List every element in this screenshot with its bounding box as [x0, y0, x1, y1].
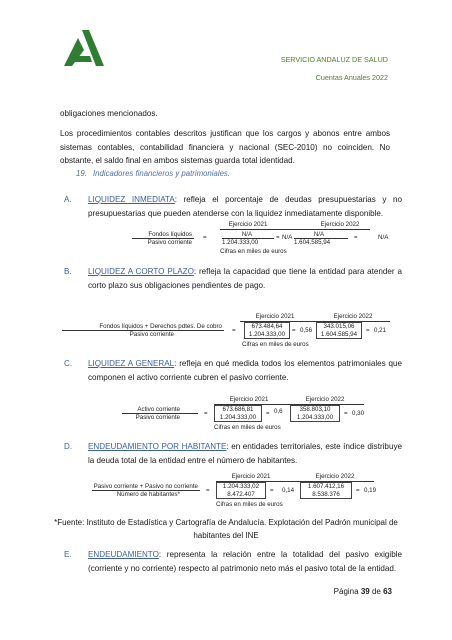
a-y1-num: N/A — [241, 231, 253, 238]
year1-label: Ejercicio 2021 — [228, 221, 268, 228]
formula-b-num: Fondos líquidos + Derechos pdtes. De cobro — [99, 323, 222, 330]
item-b-letter: B. — [64, 267, 72, 276]
c-y1-result: 0,6 — [274, 408, 283, 415]
year2-label: Ejercicio 2022 — [305, 396, 345, 403]
header-org: SERVICIO ANDALUZ DE SALUD — [280, 55, 388, 64]
equals-sign: = — [344, 410, 348, 417]
item-e-letter: E. — [64, 550, 72, 559]
b-y1-num: 673.484,64 — [251, 323, 283, 330]
amount-note: Cifras en miles de euros — [214, 424, 281, 431]
footnote: *Fuente: Instituto de Estadística y Cartografía de Andalucía. Explotación del Padrón municipal de habitantes del INE — [54, 518, 398, 540]
formula-a-fraction-line — [132, 238, 194, 239]
c-y1-den: 1.204.333,00 — [219, 414, 257, 421]
b-y2-den: 1.604.585,94 — [320, 331, 358, 338]
item-a-title: LIQUIDEZ INMEDIATA — [88, 195, 175, 204]
item-c-title: LIQUIDEZ A GENERAL — [88, 359, 175, 368]
amount-note: Cifras en miles de euros — [220, 248, 287, 255]
formula-d-den: Número de habitantes* — [116, 491, 180, 498]
intro-paragraph: Los procedimientos contables descritos justifican que los cargos y abonos entre ambos sistemas contables, contabilidad financiera y nacional (SEC-2010) no coinciden. No obstante, el saldo final en ambos sistemas guarda total identidad. — [60, 129, 390, 165]
year2-label: Ejercicio 2022 — [315, 473, 355, 480]
d-y1-result: 0,14 — [282, 487, 295, 494]
d-y1-den: 8.472.407 — [227, 491, 255, 498]
year2-label: Ejercicio 2022 — [320, 221, 360, 228]
b-y2-result: 0,21 — [374, 327, 387, 334]
equals-sign: = — [206, 487, 210, 494]
c-y1-num: 673.686,81 — [222, 406, 254, 413]
equals-sign: = — [203, 234, 207, 241]
item-d-letter: D. — [64, 442, 73, 451]
formula-d-num: Pasivo corriente + Pasivo no corriente — [93, 483, 198, 490]
equals-sign: = — [354, 234, 358, 241]
equals-sign: = — [366, 327, 370, 334]
d-y1-num: 1.204.333,02 — [222, 483, 260, 490]
equals-sign: = — [204, 410, 208, 417]
page-prefix: Página — [333, 587, 359, 596]
section-title: Indicadores financieros y patrimoniales. — [93, 169, 230, 178]
formula-c — [0, 396, 452, 436]
b-y1-result: 0,56 — [300, 327, 313, 334]
item-a-text: : refleja el porcentaje de deudas presupuestarias y no presupuestarias que pueden atenderse con la liquidez inmediatamente disponible. — [88, 195, 402, 218]
header-subtitle: Cuentas Anuales 2022 — [315, 73, 388, 82]
item-d — [64, 440, 402, 467]
page-of: de — [371, 587, 381, 596]
page-total: 63 — [383, 587, 392, 596]
header-rule — [220, 229, 370, 230]
section-number: 19. — [76, 169, 87, 178]
formula-c-den: Pasivo corriente — [135, 414, 180, 421]
a-y1-result: N/A — [282, 234, 293, 241]
d-y2-result: 0,19 — [364, 487, 377, 494]
equals-sign: = — [356, 487, 360, 494]
equals-sign: = — [270, 487, 274, 494]
intro-line: obligaciones mencionados. — [60, 109, 158, 118]
formula-c-num: Activo corriente — [137, 406, 180, 413]
year1-label: Ejercicio 2021 — [255, 313, 295, 320]
year1-label: Ejercicio 2021 — [231, 473, 271, 480]
item-c-text: : refleja en qué medida todos los elementos patrimoniales que componen el activo corriente cubren el pasivo corriente. — [88, 359, 402, 382]
a-y2-den: 1.604.585,94 — [294, 239, 331, 246]
formula-d — [0, 473, 452, 513]
c-y2-result: 0,30 — [352, 410, 365, 417]
formula-a-num: Fondos líquidos — [148, 231, 192, 238]
item-b — [64, 265, 402, 292]
page-current: 39 — [360, 587, 370, 596]
item-c — [64, 357, 402, 384]
a-y1-den: 1.204.333,00 — [222, 239, 259, 246]
section-heading — [76, 167, 376, 181]
item-d-text: : en entidades territoriales, este índice distribuye la deuda total de la entidad entre el número de habitantes. — [88, 442, 402, 465]
item-d-title: ENDEUDAMIENTO POR HABITANTE — [88, 442, 227, 451]
equals-sign: = — [292, 327, 296, 334]
item-a — [64, 193, 402, 220]
year1-label: Ejercicio 2021 — [229, 396, 269, 403]
item-e-text: : representa la relación entre la totalidad del pasivo exigible (corriente y no corriente) respecto al patrimonio neto más el pasivo total de la entidad. — [88, 550, 402, 573]
item-b-text: : refleja la capacidad que tiene la entidad para atender a corto plazo sus obligaciones pendientes de pago. — [88, 267, 402, 290]
page-number — [334, 587, 392, 596]
formula-b-den: Pasivo corriente — [129, 331, 174, 338]
equals-sign: = — [266, 410, 270, 417]
a-y2-num: N/A — [313, 231, 325, 238]
year2-label: Ejercicio 2022 — [333, 313, 373, 320]
item-e — [64, 548, 402, 575]
c-y2-den: 1.204.333,00 — [296, 414, 334, 421]
a-y2-result: N/A — [378, 234, 389, 241]
c-y2-num: 358.803,10 — [299, 406, 331, 413]
b-y2-num: 343.015,06 — [323, 323, 355, 330]
junta-andalucia-logo — [60, 30, 104, 66]
b-y1-den: 1.204.333,00 — [248, 331, 286, 338]
amount-note: Cifras en miles de euros — [216, 501, 283, 508]
formula-b — [0, 313, 452, 353]
item-b-title: LIQUIDEZ A CORTO PLAZO — [88, 267, 194, 276]
d-y2-num: 1.607.412,16 — [307, 483, 345, 490]
formula-a-den: Pasivo corriente — [147, 239, 192, 246]
equals-sign: = — [232, 327, 236, 334]
amount-note: Cifras en miles de euros — [242, 341, 309, 348]
item-a-letter: A. — [64, 195, 72, 204]
d-y2-den: 8.538.376 — [312, 491, 340, 498]
item-c-letter: C. — [64, 359, 73, 368]
equals-sign: = — [276, 234, 280, 241]
item-e-title: ENDEUDAMIENTO — [88, 550, 159, 559]
formula-a — [0, 221, 452, 261]
